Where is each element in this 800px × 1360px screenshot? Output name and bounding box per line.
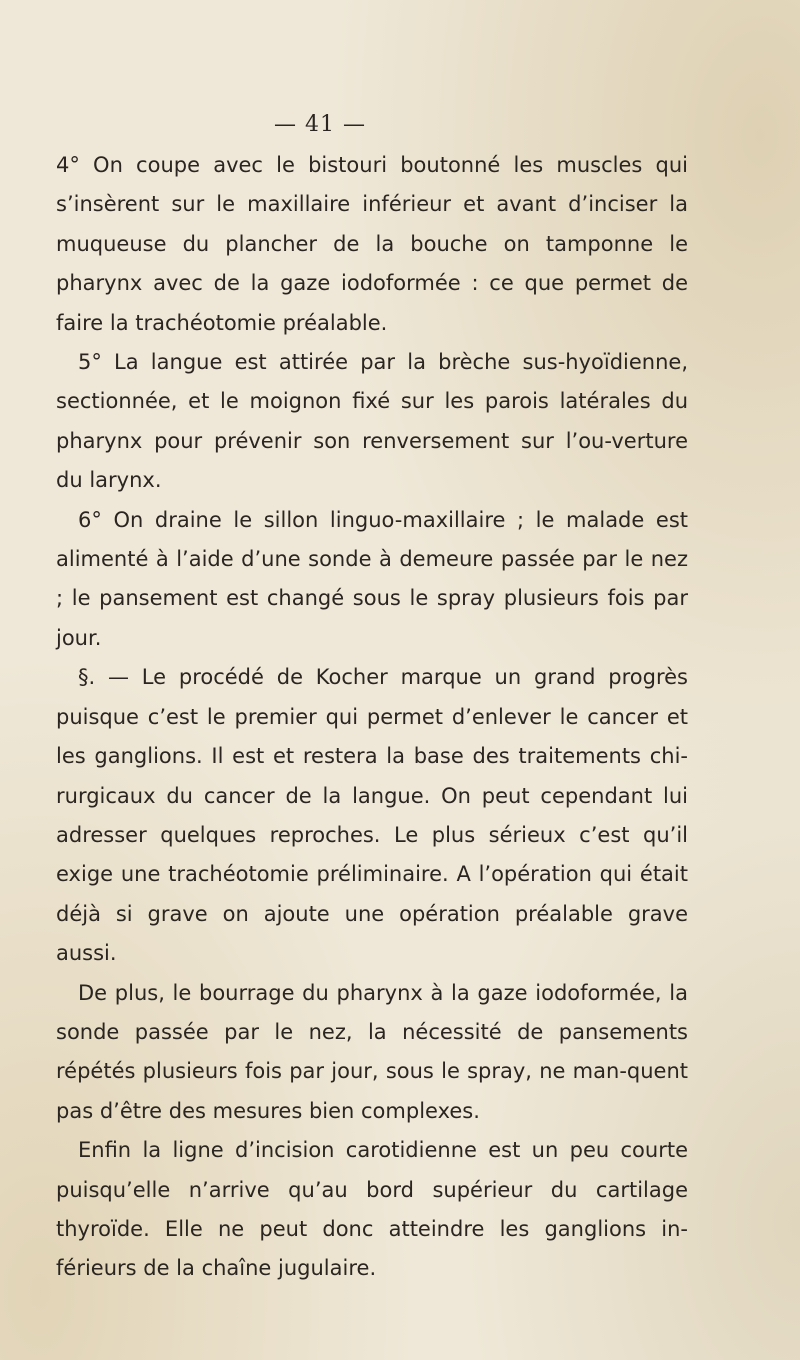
paragraph-step-6: 6° On draine le sillon linguo-maxillaire ; le malade est alimenté à l’aide d’une sonde à demeure passée par le nez ; le pansement est changé sous le spray plusieurs fois par jour. (56, 507, 688, 650)
body-text (56, 146, 688, 1289)
paragraph-step-4: 4° On coupe avec le bistouri boutonné les muscles qui s’insèrent sur le maxillaire inférieur et avant d’inciser la muqueuse du plancher de la bouche on tamponne le pharynx avec de la gaze iodoformée : ce que permet de faire la trachéotomie préalable. (56, 153, 688, 335)
page-number: — 41 — (274, 112, 366, 137)
paragraph-complexity: De plus, le bourrage du pharynx à la gaze iodoformée, la sonde passée par le nez, la nécessité de pansements répétés plusieurs fois par jour, sous le spray, ne man-quent pas d’être des mesures bien complexes. (56, 980, 688, 1123)
paragraph-step-5: 5° La langue est attirée par la brèche sus-hyoïdienne, sectionnée, et le moignon fixé sur les parois latérales du pharynx pour prévenir son renversement sur l’ou-verture du larynx. (56, 350, 688, 493)
paragraph-kocher-critique: §. — Le procédé de Kocher marque un grand progrès puisque c’est le premier qui permet d’enlever le cancer et les ganglions. Il est et restera la base des traitements chi-rurgicaux du cancer de la langue. On peut cependant lui adresser quelques reproches. Le plus sérieux c’est qu’il exige une trachéotomie préliminaire. A l’opération qui était déjà si grave on ajoute une opération préalable grave aussi. (56, 665, 688, 966)
paragraph-incision-line: Enfin la ligne d’incision carotidienne est un peu courte puisqu’elle n’arrive qu’au bord supérieur du cartilage thyroïde. Elle ne peut donc atteindre les ganglions in-férieurs de la chaîne jugulaire. (56, 1138, 688, 1281)
